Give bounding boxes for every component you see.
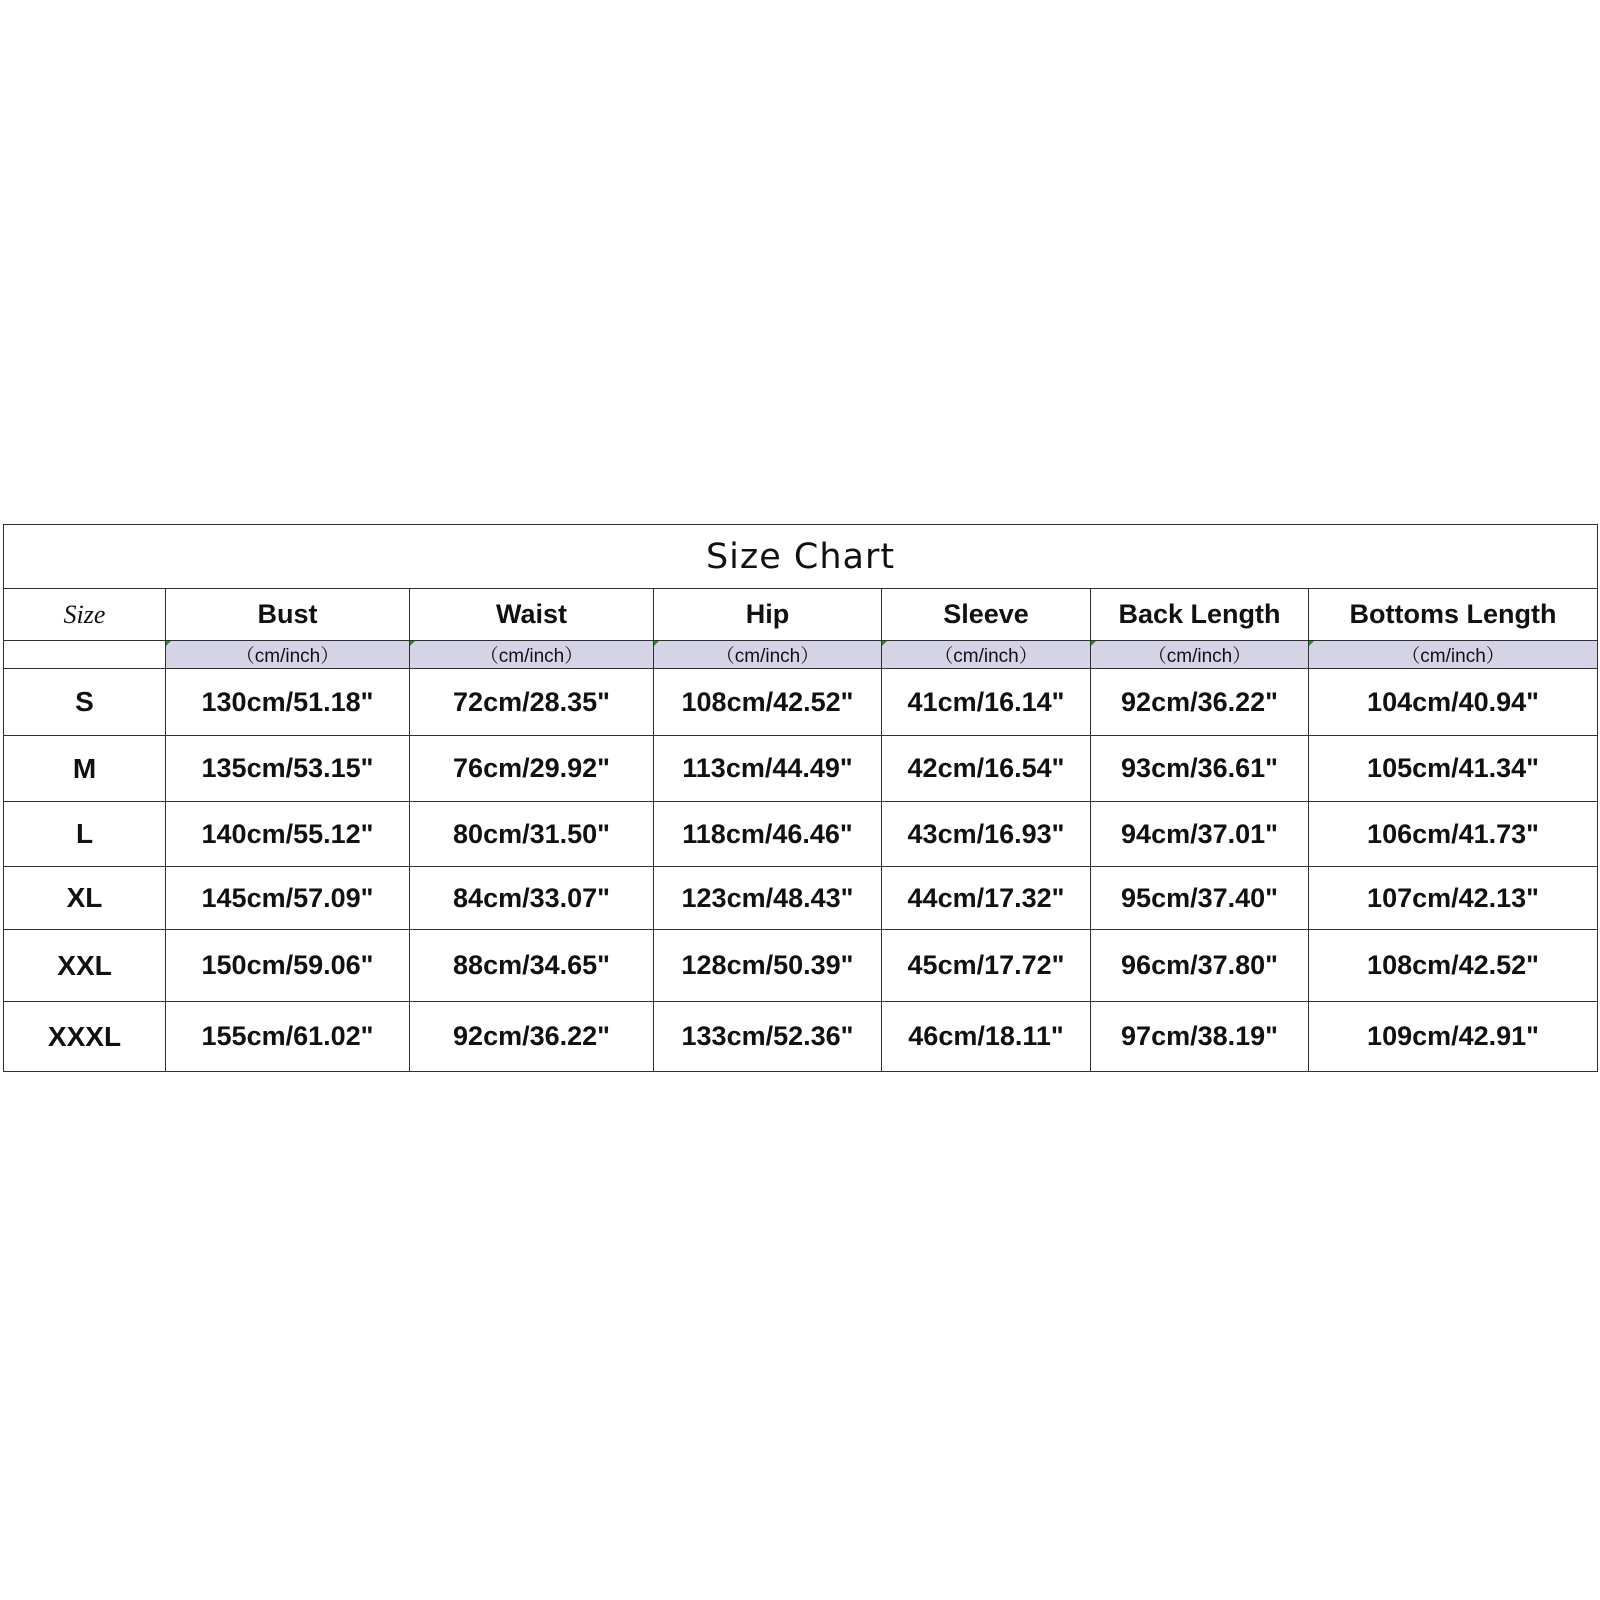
table-row <box>4 1002 1598 1072</box>
table-cell: 105cm/41.34" <box>1309 736 1598 802</box>
table-cell: 150cm/59.06" <box>166 930 410 1002</box>
table-cell: 118cm/46.46" <box>654 802 882 867</box>
table-cell: 113cm/44.49" <box>654 736 882 802</box>
table-cell: 145cm/57.09" <box>166 867 410 930</box>
table-row <box>4 669 1598 736</box>
unit-label: （cm/inch） <box>882 641 1091 669</box>
column-header-sleeve: Sleeve <box>882 589 1091 641</box>
table-cell: 72cm/28.35" <box>410 669 654 736</box>
table-cell: 107cm/42.13" <box>1309 867 1598 930</box>
table-row <box>4 930 1598 1002</box>
table-cell: 93cm/36.61" <box>1091 736 1309 802</box>
table-cell: 80cm/31.50" <box>410 802 654 867</box>
size-label: L <box>4 802 166 867</box>
size-chart-table <box>3 524 1598 1072</box>
size-label: XL <box>4 867 166 930</box>
unit-label: （cm/inch） <box>166 641 410 669</box>
table-cell: 76cm/29.92" <box>410 736 654 802</box>
size-label: XXXL <box>4 1002 166 1072</box>
table-cell: 44cm/17.32" <box>882 867 1091 930</box>
table-cell: 106cm/41.73" <box>1309 802 1598 867</box>
table-cell: 155cm/61.02" <box>166 1002 410 1072</box>
unit-label: （cm/inch） <box>1309 641 1598 669</box>
table-cell: 96cm/37.80" <box>1091 930 1309 1002</box>
table-cell: 140cm/55.12" <box>166 802 410 867</box>
table-cell: 95cm/37.40" <box>1091 867 1309 930</box>
table-cell: 108cm/42.52" <box>1309 930 1598 1002</box>
unit-label: （cm/inch） <box>654 641 882 669</box>
table-cell: 84cm/33.07" <box>410 867 654 930</box>
table-cell: 46cm/18.11" <box>882 1002 1091 1072</box>
table-cell: 43cm/16.93" <box>882 802 1091 867</box>
table-cell: 41cm/16.14" <box>882 669 1091 736</box>
table-cell: 109cm/42.91" <box>1309 1002 1598 1072</box>
unit-label: （cm/inch） <box>410 641 654 669</box>
size-label: S <box>4 669 166 736</box>
table-cell: 88cm/34.65" <box>410 930 654 1002</box>
table-cell: 128cm/50.39" <box>654 930 882 1002</box>
size-label: M <box>4 736 166 802</box>
unit-blank-cell <box>4 641 166 669</box>
table-row <box>4 736 1598 802</box>
table-cell: 135cm/53.15" <box>166 736 410 802</box>
table-cell: 92cm/36.22" <box>410 1002 654 1072</box>
table-cell: 108cm/42.52" <box>654 669 882 736</box>
header-row <box>4 589 1598 641</box>
table-cell: 104cm/40.94" <box>1309 669 1598 736</box>
table-cell: 130cm/51.18" <box>166 669 410 736</box>
table-row <box>4 867 1598 930</box>
table-cell: 94cm/37.01" <box>1091 802 1309 867</box>
column-header-bottoms-length: Bottoms Length <box>1309 589 1598 641</box>
size-column-header: Size <box>4 589 166 641</box>
table-cell: 45cm/17.72" <box>882 930 1091 1002</box>
unit-row <box>4 641 1598 669</box>
chart-title: Size Chart <box>4 525 1598 589</box>
column-header-hip: Hip <box>654 589 882 641</box>
column-header-bust: Bust <box>166 589 410 641</box>
table-cell: 133cm/52.36" <box>654 1002 882 1072</box>
table-cell: 42cm/16.54" <box>882 736 1091 802</box>
unit-label: （cm/inch） <box>1091 641 1309 669</box>
column-header-waist: Waist <box>410 589 654 641</box>
column-header-back-length: Back Length <box>1091 589 1309 641</box>
table-row <box>4 802 1598 867</box>
table-cell: 92cm/36.22" <box>1091 669 1309 736</box>
title-row <box>4 525 1598 589</box>
table-cell: 97cm/38.19" <box>1091 1002 1309 1072</box>
size-label: XXL <box>4 930 166 1002</box>
table-cell: 123cm/48.43" <box>654 867 882 930</box>
